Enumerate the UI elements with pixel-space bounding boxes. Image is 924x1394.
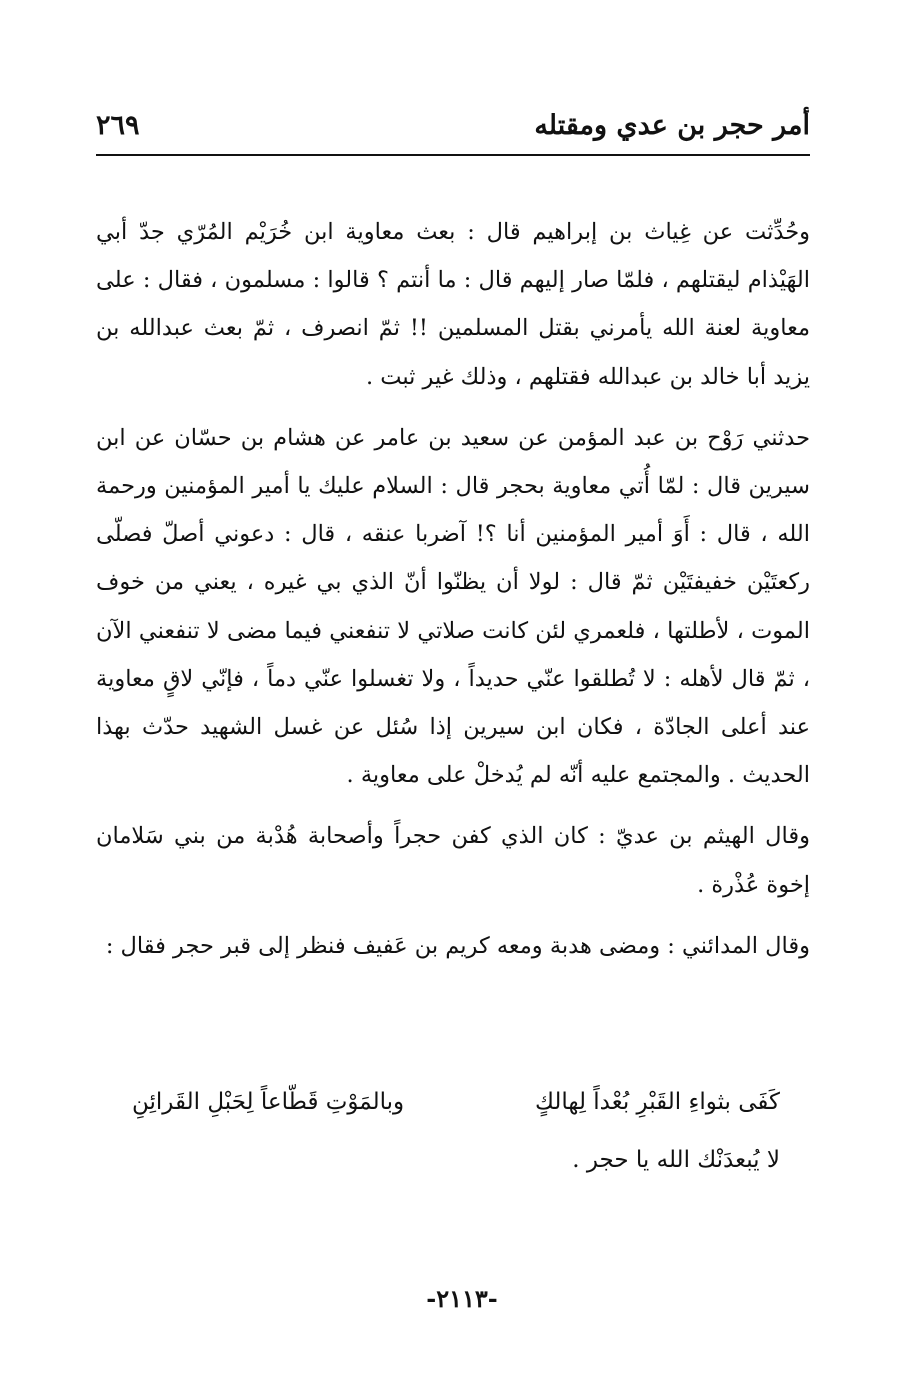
poem-block	[96, 1078, 810, 1184]
footer-page-number: -٢١١٣-	[426, 1284, 498, 1313]
paragraph-2: حدثني رَوْح بن عبد المؤمن عن سعيد بن عامر عن هشام بن حسّان عن ابن سيرين قال : لمّا أُتي معاوية بحجر قال : السلام عليك يا أمير المؤمنين ورحمة الله ، قال : أَوَ أمير المؤمنين أنا ؟! آضربا عنقه ، قال : دعوني أصلّ فصلّى ركعتَيْن خفيفتَيْن ثمّ قال : لولا أن يظنّوا أنّ الذي بي غيره ، يعني من خوف الموت ، لأطلتها ، فلعمري لئن كانت صلاتي لا تنفعني فيما مضى لا تنفعني الآن ، ثمّ قال لأهله : لا تُطلقوا عنّي حديداً ، ولا تغسلوا عنّي دماً ، فإنّي لاقٍ معاوية عند أعلى الجادّة ، فكان ابن سيرين إذا سُئل عن غسل الشهيد حدّث بهذا الحديث . والمجتمع عليه أنّه لم يُدخلْ على معاوية .	[96, 424, 810, 789]
running-header	[96, 104, 810, 154]
poem-closing-line: لا يُبعدَنْك الله يا حجر .	[572, 1147, 780, 1173]
header-divider	[96, 154, 810, 156]
chapter-title: أمر حجر بن عدي ومقتله	[534, 110, 810, 141]
verse-second-half: وبالمَوْتِ قَطّاعاً لِحَبْلِ القَرائِنِ	[132, 1089, 405, 1115]
paragraph-4: وقال المدائني : ومضى هدبة ومعه كريم بن عَفيف فنظر إلى قبر حجر فقال :	[105, 932, 810, 959]
paragraph-1: وحُدِّثت عن غِياث بن إبراهيم قال : بعث معاوية ابن خُرَيْم المُرّي جدّ أبي الهَيْذام ليقتلهم ، فلمّا صار إليهم قال : ما أنتم ؟ قالوا : مسلمون ، فقال : على معاوية لعنة الله يأمرني بقتل المسلمين !! ثمّ انصرف ، ثمّ بعث عبدالله بن يزيد أبا خالد بن عبدالله فقتلهم ، وذلك غير ثبت .	[96, 219, 810, 390]
page-number: ٢٦٩	[96, 110, 140, 141]
paragraph-3: وقال الهيثم بن عديّ : كان الذي كفن حجراً وأصحابة هُدْبة من بني سَلامان إخوة عُذْرة .	[96, 823, 810, 898]
body-text	[96, 208, 810, 983]
poem-verse	[96, 1078, 810, 1126]
verse-first-half: كَفَى بثواءِ القَبْرِ بُعْداً لِهالكٍ	[534, 1089, 780, 1115]
